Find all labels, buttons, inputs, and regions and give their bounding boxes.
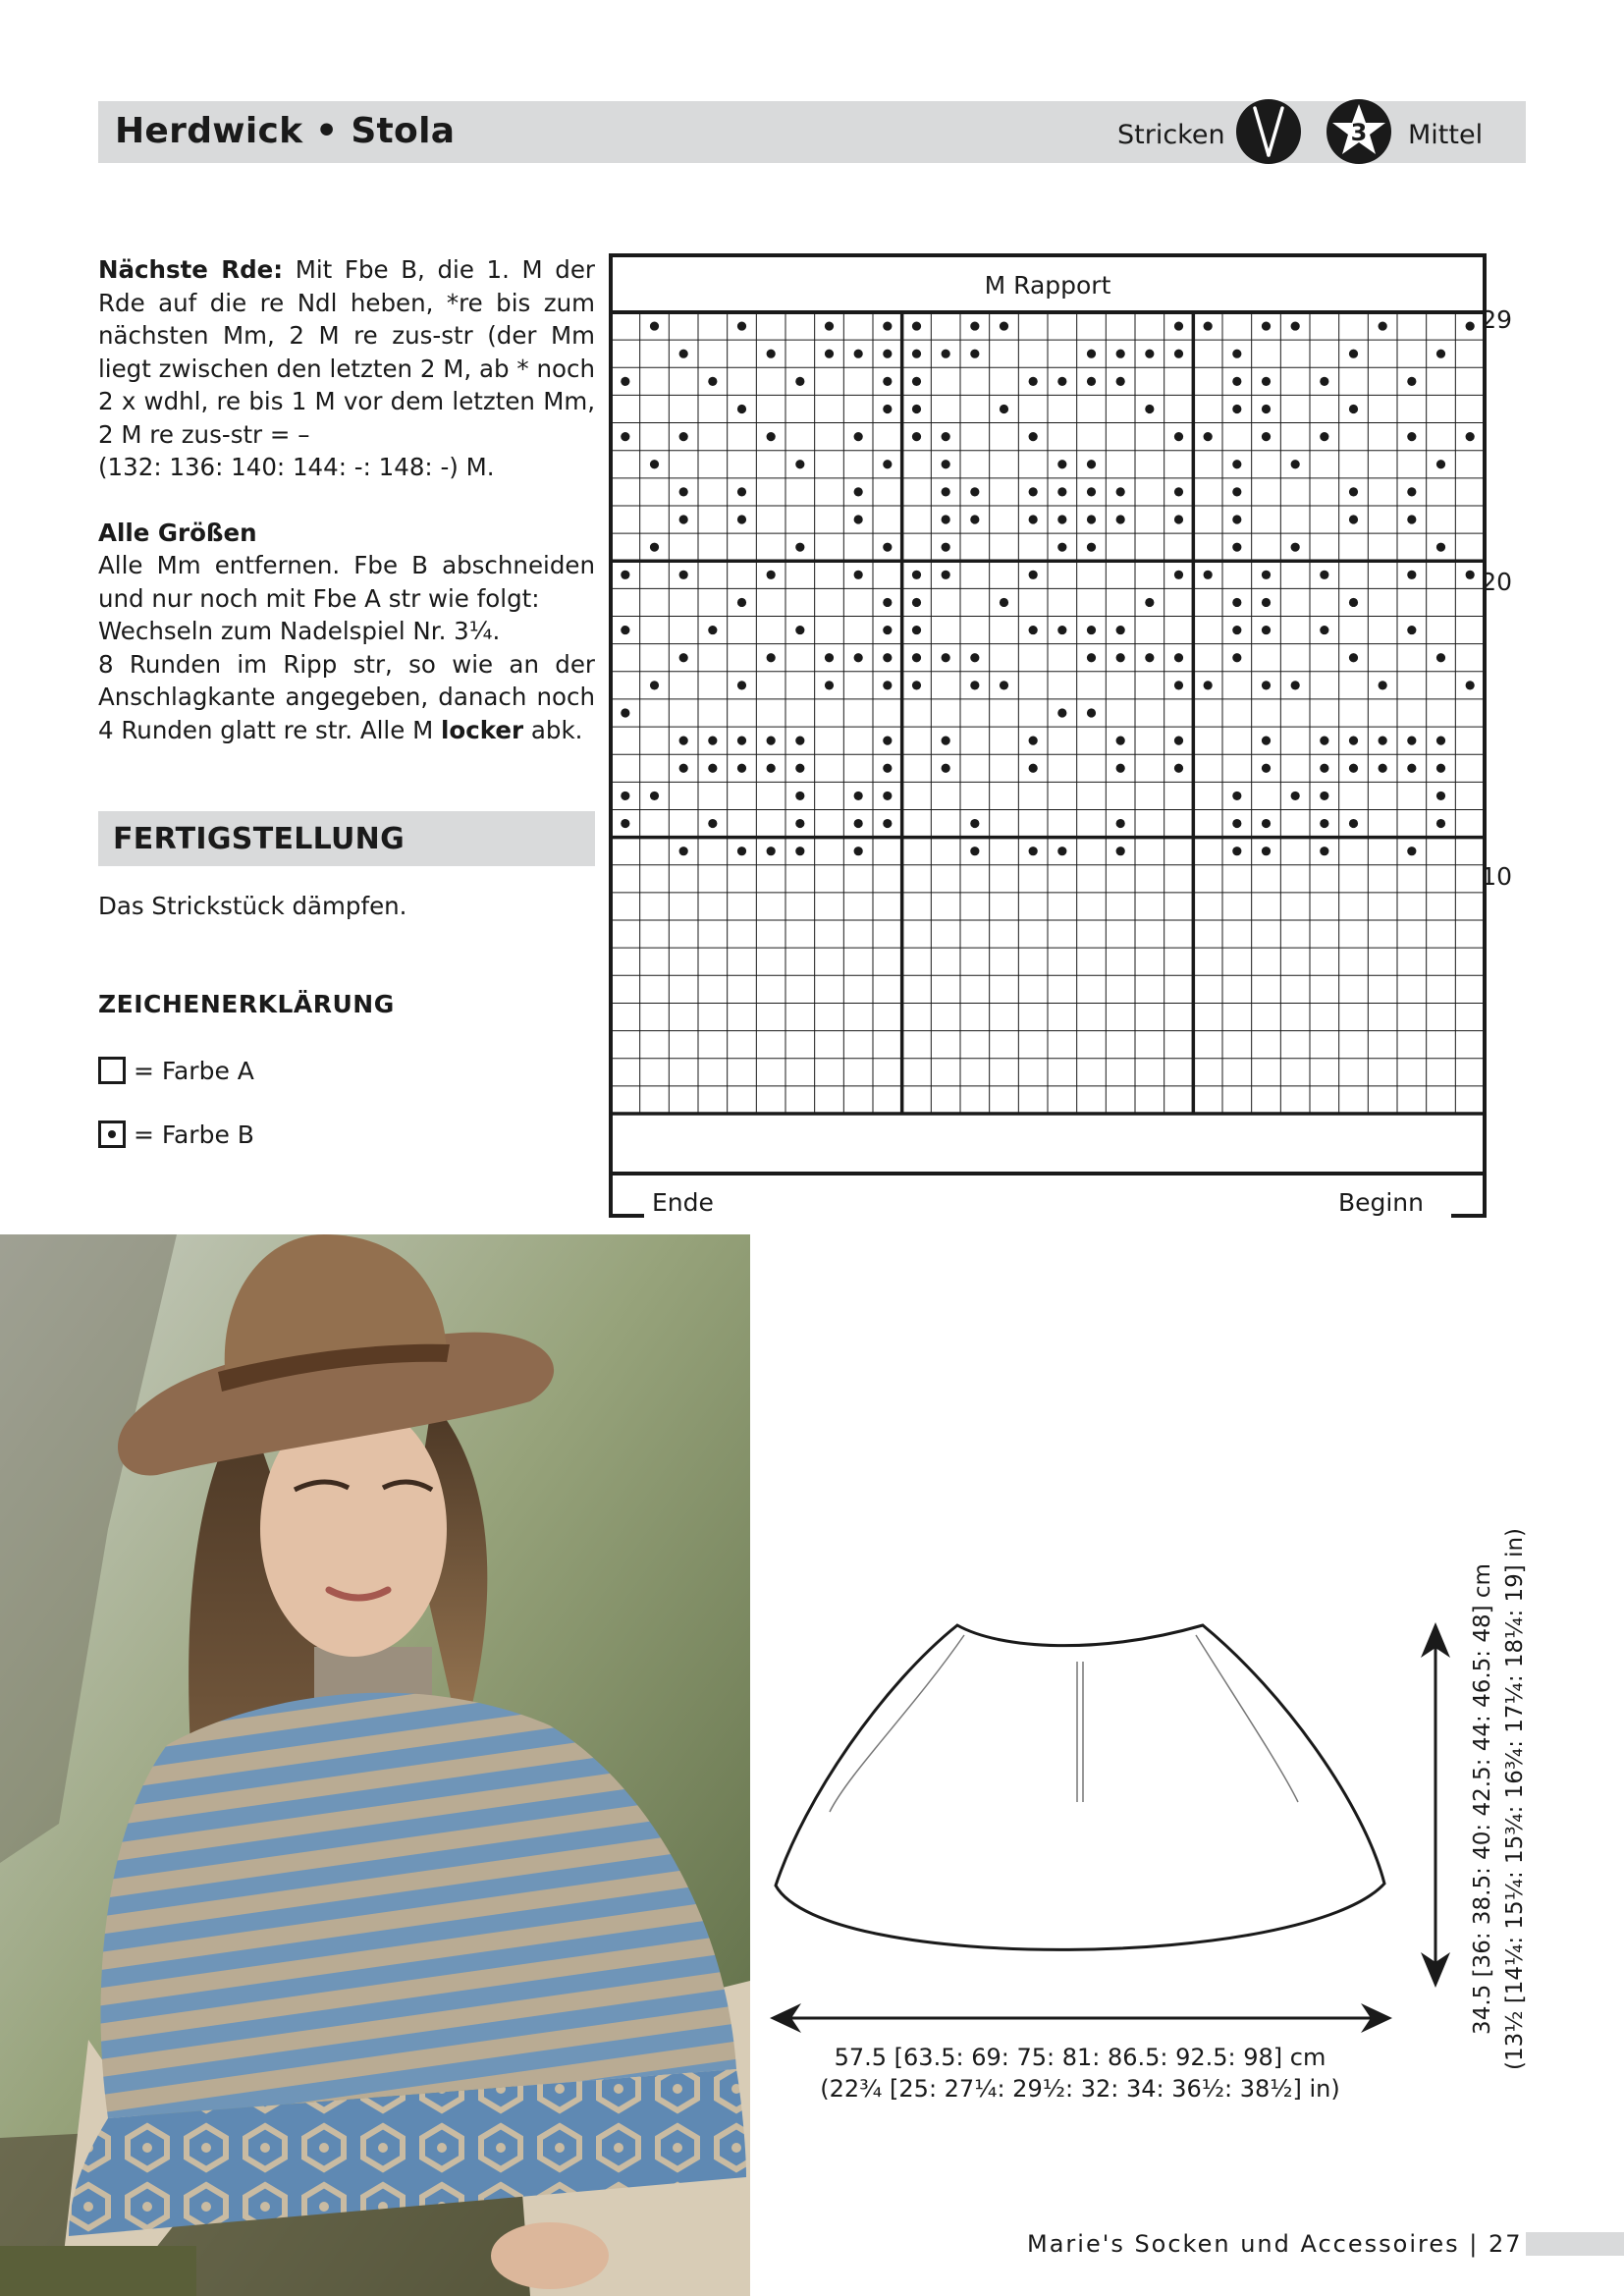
chart-dot-farbe-b [1116, 515, 1125, 523]
finishing-text: Das Strickstück dämpfen. [98, 892, 407, 920]
chart-dot-farbe-b [708, 626, 717, 634]
chart-dot-farbe-b [1379, 321, 1387, 330]
chart-dot-farbe-b [1232, 543, 1241, 552]
chart-dot-farbe-b [883, 598, 892, 607]
chart-dot-farbe-b [1174, 515, 1183, 523]
chart-dot-farbe-b [1029, 432, 1038, 441]
chart-dot-farbe-b [1174, 321, 1183, 330]
chart-dot-farbe-b [970, 321, 979, 330]
chart-dot-farbe-b [1116, 847, 1125, 855]
chart-dot-farbe-b [1349, 405, 1358, 413]
chart-dot-farbe-b [1232, 515, 1241, 523]
chart-dot-farbe-b [1174, 432, 1183, 441]
chart-dot-farbe-b [621, 377, 629, 386]
chart-dot-farbe-b [795, 543, 804, 552]
chart-dot-farbe-b [1174, 764, 1183, 773]
footer-text: Marie's Socken und Accessoires | 27 [1027, 2230, 1523, 2258]
chart-dot-farbe-b [1057, 487, 1066, 496]
chart-dot-farbe-b [912, 571, 921, 579]
chart-dot-farbe-b [1349, 653, 1358, 662]
chart-dot-farbe-b [942, 653, 950, 662]
chart-dot-farbe-b [1174, 487, 1183, 496]
chart-dot-farbe-b [767, 571, 776, 579]
chart-dot-farbe-b [1320, 626, 1328, 634]
chart-dot-farbe-b [970, 515, 979, 523]
chart-dot-farbe-b [679, 515, 688, 523]
chart-dot-farbe-b [1057, 626, 1066, 634]
chart-dot-farbe-b [1407, 764, 1416, 773]
chart-dot-farbe-b [970, 350, 979, 358]
page-title: Herdwick • Stola [115, 111, 456, 151]
chart-dot-farbe-b [1262, 377, 1271, 386]
chart-dot-farbe-b [883, 792, 892, 800]
chart-dot-farbe-b [737, 405, 746, 413]
chart-dot-farbe-b [1116, 626, 1125, 634]
chart-dot-farbe-b [737, 847, 746, 855]
chart-dot-farbe-b [883, 460, 892, 468]
chart-dot-farbe-b [1262, 626, 1271, 634]
chart-dot-farbe-b [1320, 764, 1328, 773]
chart-dot-farbe-b [1291, 792, 1300, 800]
chart-dot-farbe-b [912, 405, 921, 413]
chart-dot-farbe-b [1232, 653, 1241, 662]
chart-dot-farbe-b [621, 708, 629, 717]
chart-dot-farbe-b [854, 487, 863, 496]
chart-dot-farbe-b [767, 653, 776, 662]
next-round-label: Nächste Rde: [98, 255, 284, 284]
knitting-needles-icon [1235, 98, 1302, 165]
chart-dot-farbe-b [708, 377, 717, 386]
chart-dot-farbe-b [942, 515, 950, 523]
chart-dot-farbe-b [1407, 515, 1416, 523]
chart-dot-farbe-b [1320, 847, 1328, 855]
chart-dot-farbe-b [942, 350, 950, 358]
all-sizes-label: Alle Größen [98, 518, 257, 547]
chart-dot-farbe-b [1087, 653, 1096, 662]
chart-dot-farbe-b [1320, 571, 1328, 579]
chart-dot-farbe-b [1145, 598, 1154, 607]
chart-dot-farbe-b [1000, 321, 1008, 330]
chart-dot-farbe-b [942, 543, 950, 552]
chart-dot-farbe-b [1029, 847, 1038, 855]
chart-dot-farbe-b [1057, 377, 1066, 386]
chart-dot-farbe-b [912, 653, 921, 662]
all-sizes-text-3b: abk. [530, 715, 583, 744]
chart-dot-farbe-b [1174, 681, 1183, 689]
chart-dot-farbe-b [795, 626, 804, 634]
chart-dot-farbe-b [1174, 350, 1183, 358]
chart-dot-farbe-b [708, 764, 717, 773]
chart-dot-farbe-b [795, 460, 804, 468]
chart-dot-farbe-b [737, 764, 746, 773]
all-sizes-text-3a: 8 Runden im Ripp str, so wie an der Anschlagkante angegeben, danach noch 4 Runden glatt re str. Alle M [98, 649, 595, 744]
chart-dot-farbe-b [621, 432, 629, 441]
chart-dot-farbe-b [1436, 653, 1445, 662]
chart-dot-farbe-b [767, 764, 776, 773]
chart-dot-farbe-b [883, 653, 892, 662]
chart-dot-farbe-b [795, 847, 804, 855]
chart-dot-farbe-b [970, 653, 979, 662]
chart-dot-farbe-b [1204, 571, 1213, 579]
height-line-2: (13½ [14¼: 15¼: 15¾: 16¾: 17¼: 18¼: 19] in) [1502, 1527, 1528, 2071]
chart-dot-farbe-b [1407, 626, 1416, 634]
chart-dot-farbe-b [1232, 792, 1241, 800]
chart-dot-farbe-b [650, 543, 659, 552]
chart-dot-farbe-b [942, 432, 950, 441]
chart-dot-farbe-b [1116, 487, 1125, 496]
chart-dot-farbe-b [1057, 460, 1066, 468]
chart-dot-farbe-b [1057, 708, 1066, 717]
difficulty-star-icon [1326, 98, 1392, 165]
chart-dot-farbe-b [970, 819, 979, 828]
chart-dot-farbe-b [1116, 377, 1125, 386]
chart-dot-farbe-b [679, 571, 688, 579]
chart-dot-farbe-b [970, 847, 979, 855]
chart-dot-farbe-b [621, 571, 629, 579]
chart-dot-farbe-b [650, 681, 659, 689]
chart-dot-farbe-b [1262, 321, 1271, 330]
chart-dot-farbe-b [1000, 405, 1008, 413]
chart-dot-farbe-b [1029, 571, 1038, 579]
chart-dot-farbe-b [825, 653, 834, 662]
chart-dot-farbe-b [942, 571, 950, 579]
chart-dot-farbe-b [854, 792, 863, 800]
chart-dot-farbe-b [737, 598, 746, 607]
chart-dot-farbe-b [767, 350, 776, 358]
chart-dot-farbe-b [912, 350, 921, 358]
chart-dot-farbe-b [1087, 350, 1096, 358]
next-round-paragraph [98, 253, 595, 451]
width-line-2: (22¾ [25: 27¼: 29½: 32: 34: 36½: 38½] in) [820, 2075, 1340, 2103]
chart-dot-farbe-b [1320, 819, 1328, 828]
chart-dot-farbe-b [825, 681, 834, 689]
chart-dot-farbe-b [795, 764, 804, 773]
chart-dot-farbe-b [1262, 847, 1271, 855]
chart-dot-farbe-b [737, 321, 746, 330]
finishing-title: FERTIGSTELLUNG [113, 822, 406, 856]
chart-dot-farbe-b [1436, 350, 1445, 358]
all-sizes-text-2: Wechseln zum Nadelspiel Nr. 3¼. [98, 617, 501, 645]
model-photo [0, 1234, 750, 2296]
chart-dot-farbe-b [1232, 460, 1241, 468]
chart-dot-farbe-b [679, 350, 688, 358]
chart-dot-farbe-b [795, 377, 804, 386]
chart-dot-farbe-b [883, 819, 892, 828]
chart-dot-farbe-b [1320, 377, 1328, 386]
chart-dot-farbe-b [621, 819, 629, 828]
level-label: Mittel [1408, 120, 1484, 150]
all-sizes-text-3 [98, 648, 595, 747]
chart-dot-farbe-b [883, 405, 892, 413]
chart-dot-farbe-b [1232, 847, 1241, 855]
legend-title: ZEICHENERKLÄRUNG [98, 990, 395, 1018]
chart-dot-farbe-b [854, 515, 863, 523]
all-sizes-text-1: Alle Mm entfernen. Fbe B abschneiden und nur noch mit Fbe A str wie folgt: [98, 551, 595, 613]
chart-dot-farbe-b [942, 737, 950, 745]
empty-square-icon [98, 1057, 126, 1084]
chart-dot-farbe-b [883, 737, 892, 745]
row-label-10: 10 [1481, 862, 1512, 891]
chart-dot-farbe-b [854, 819, 863, 828]
chart-dot-farbe-b [679, 764, 688, 773]
chart-dot-farbe-b [1320, 432, 1328, 441]
chart-dot-farbe-b [1379, 681, 1387, 689]
chart-dot-farbe-b [1262, 819, 1271, 828]
chart-dot-farbe-b [1407, 571, 1416, 579]
width-line-1: 57.5 [63.5: 69: 75: 81: 86.5: 92.5: 98] cm [834, 2044, 1326, 2071]
chart-dot-farbe-b [621, 792, 629, 800]
chart-dot-farbe-b [912, 321, 921, 330]
chart-dot-farbe-b [883, 764, 892, 773]
chart-dot-farbe-b [883, 377, 892, 386]
chart-dot-farbe-b [1436, 737, 1445, 745]
chart-dot-farbe-b [1262, 432, 1271, 441]
chart-dot-farbe-b [825, 350, 834, 358]
chart-dot-farbe-b [1407, 432, 1416, 441]
chart-dot-farbe-b [1087, 543, 1096, 552]
chart-dot-farbe-b [708, 819, 717, 828]
chart-dot-farbe-b [1174, 653, 1183, 662]
chart-dot-farbe-b [1087, 626, 1096, 634]
chart-dot-farbe-b [1466, 681, 1475, 689]
chart-dot-farbe-b [1349, 737, 1358, 745]
chart-dot-farbe-b [1232, 819, 1241, 828]
chart-dot-farbe-b [1174, 737, 1183, 745]
chart-dot-farbe-b [970, 681, 979, 689]
chart-dot-farbe-b [679, 653, 688, 662]
chart-dot-farbe-b [1116, 764, 1125, 773]
chart-dot-farbe-b [1262, 598, 1271, 607]
chart-dot-farbe-b [1466, 321, 1475, 330]
chart-dot-farbe-b [1466, 571, 1475, 579]
chart-dot-farbe-b [737, 681, 746, 689]
chart-dot-farbe-b [912, 626, 921, 634]
chart-dot-farbe-b [1087, 487, 1096, 496]
chart-dot-farbe-b [1232, 405, 1241, 413]
chart-dot-farbe-b [883, 626, 892, 634]
chart-dot-farbe-b [1320, 792, 1328, 800]
chart-dot-farbe-b [912, 377, 921, 386]
chart-dot-farbe-b [1087, 515, 1096, 523]
stitch-counts: (132: 136: 140: 144: -: 148: -) M. [98, 453, 495, 481]
chart-dot-farbe-b [1232, 350, 1241, 358]
chart-dot-farbe-b [1466, 432, 1475, 441]
chart-dot-farbe-b [1204, 432, 1213, 441]
chart-dot-farbe-b [1349, 515, 1358, 523]
chart-dot-farbe-b [912, 598, 921, 607]
chart-dot-farbe-b [1204, 321, 1213, 330]
chart-dot-farbe-b [650, 792, 659, 800]
chart-dot-farbe-b [883, 543, 892, 552]
row-label-20: 20 [1481, 568, 1512, 596]
chart-dot-farbe-b [1436, 764, 1445, 773]
chart-dot-farbe-b [1262, 681, 1271, 689]
chart-dot-farbe-b [1029, 737, 1038, 745]
knitting-chart [607, 251, 1512, 1218]
garment-schematic [756, 1512, 1542, 2102]
chart-dot-farbe-b [1087, 460, 1096, 468]
chart-dot-farbe-b [1116, 653, 1125, 662]
chart-dot-farbe-b [1349, 598, 1358, 607]
chart-dot-farbe-b [942, 460, 950, 468]
chart-dot-farbe-b [737, 515, 746, 523]
chart-dot-farbe-b [854, 653, 863, 662]
chart-dot-farbe-b [1436, 819, 1445, 828]
end-label: Ende [652, 1188, 714, 1217]
chart-dot-farbe-b [1407, 737, 1416, 745]
chart-dot-farbe-b [795, 819, 804, 828]
row-label-29: 29 [1481, 305, 1512, 334]
chart-dot-farbe-b [1145, 350, 1154, 358]
chart-dot-farbe-b [1029, 487, 1038, 496]
chart-dot-farbe-b [650, 321, 659, 330]
chart-dot-farbe-b [1320, 737, 1328, 745]
chart-dot-farbe-b [854, 847, 863, 855]
chart-dot-farbe-b [737, 487, 746, 496]
chart-dot-farbe-b [854, 571, 863, 579]
chart-dot-farbe-b [1057, 543, 1066, 552]
chart-dot-farbe-b [1000, 681, 1008, 689]
chart-dot-farbe-b [1262, 737, 1271, 745]
chart-dot-farbe-b [708, 737, 717, 745]
chart-dot-farbe-b [679, 737, 688, 745]
chart-dot-farbe-b [1349, 764, 1358, 773]
chart-dot-farbe-b [1029, 626, 1038, 634]
chart-dot-farbe-b [1116, 350, 1125, 358]
locker-word: locker [441, 715, 524, 744]
legend-label-b: = Farbe B [134, 1121, 254, 1149]
chart-dot-farbe-b [1262, 571, 1271, 579]
chart-grid [611, 312, 1485, 1114]
repeat-label: M Rapport [984, 271, 1111, 300]
chart-dot-farbe-b [854, 350, 863, 358]
chart-dot-farbe-b [942, 487, 950, 496]
chart-dot-farbe-b [1436, 792, 1445, 800]
chart-dot-farbe-b [854, 432, 863, 441]
chart-dot-farbe-b [1174, 571, 1183, 579]
chart-dot-farbe-b [1000, 598, 1008, 607]
chart-dot-farbe-b [1116, 737, 1125, 745]
chart-dot-farbe-b [1232, 626, 1241, 634]
instructions-block [98, 253, 595, 746]
chart-dot-farbe-b [1291, 681, 1300, 689]
chart-dot-farbe-b [1349, 487, 1358, 496]
chart-dot-farbe-b [795, 792, 804, 800]
chart-dot-farbe-b [1291, 460, 1300, 468]
chart-dot-farbe-b [1029, 377, 1038, 386]
chart-dot-farbe-b [1407, 377, 1416, 386]
footer-bar [1526, 2232, 1624, 2256]
chart-dot-farbe-b [1087, 708, 1096, 717]
chart-dot-farbe-b [1379, 737, 1387, 745]
chart-dot-farbe-b [1291, 543, 1300, 552]
chart-dot-farbe-b [1262, 405, 1271, 413]
chart-dot-farbe-b [767, 847, 776, 855]
chart-dot-farbe-b [1145, 405, 1154, 413]
chart-dot-farbe-b [621, 626, 629, 634]
chart-dot-farbe-b [1436, 543, 1445, 552]
chart-dot-farbe-b [1407, 847, 1416, 855]
chart-dot-farbe-b [1407, 487, 1416, 496]
chart-dot-farbe-b [767, 432, 776, 441]
chart-dot-farbe-b [1232, 598, 1241, 607]
chart-dot-farbe-b [1057, 847, 1066, 855]
begin-label: Beginn [1337, 1188, 1424, 1217]
chart-dot-farbe-b [970, 487, 979, 496]
dot-square-icon [98, 1121, 126, 1148]
chart-dot-farbe-b [795, 737, 804, 745]
chart-dot-farbe-b [1057, 515, 1066, 523]
chart-dot-farbe-b [912, 681, 921, 689]
legend-label-a: = Farbe A [134, 1057, 254, 1085]
chart-dot-farbe-b [1204, 681, 1213, 689]
chart-dot-farbe-b [912, 432, 921, 441]
technique-label: Stricken [1117, 120, 1225, 150]
chart-dot-farbe-b [883, 350, 892, 358]
difficulty-number: 3 [1350, 119, 1368, 146]
chart-dot-farbe-b [1232, 377, 1241, 386]
chart-dot-farbe-b [737, 737, 746, 745]
chart-dot-farbe-b [679, 487, 688, 496]
chart-dot-farbe-b [1349, 350, 1358, 358]
chart-dot-farbe-b [1349, 819, 1358, 828]
chart-dot-farbe-b [1262, 764, 1271, 773]
chart-dot-farbe-b [1029, 764, 1038, 773]
chart-dot-farbe-b [1029, 515, 1038, 523]
next-round-text: Mit Fbe B, die 1. M der Rde auf die re Ndl heben, *re bis zum nächsten Mm, 2 M re zus-str (der Mm liegt zwischen den letzten 2 M, ab * noch 2 x wdhl, re bis 1 M vor dem letzten Mm, 2 M re zus-str = – [98, 255, 595, 449]
chart-dot-farbe-b [1436, 460, 1445, 468]
chart-dot-farbe-b [883, 321, 892, 330]
chart-dot-farbe-b [767, 737, 776, 745]
shawl-outline [776, 1625, 1384, 1949]
chart-dot-farbe-b [1145, 653, 1154, 662]
chart-dot-farbe-b [883, 681, 892, 689]
chart-dot-farbe-b [679, 432, 688, 441]
height-line-1: 34.5 [36: 38.5: 40: 42.5: 44: 46.5: 48] cm [1470, 1563, 1495, 2035]
chart-dot-farbe-b [1116, 819, 1125, 828]
chart-dot-farbe-b [679, 847, 688, 855]
chart-dot-farbe-b [1232, 487, 1241, 496]
chart-dot-farbe-b [825, 321, 834, 330]
chart-dot-farbe-b [650, 460, 659, 468]
chart-dot-farbe-b [1087, 377, 1096, 386]
chart-dot-farbe-b [942, 764, 950, 773]
chart-dot-farbe-b [1291, 321, 1300, 330]
chart-dot-farbe-b [1379, 764, 1387, 773]
